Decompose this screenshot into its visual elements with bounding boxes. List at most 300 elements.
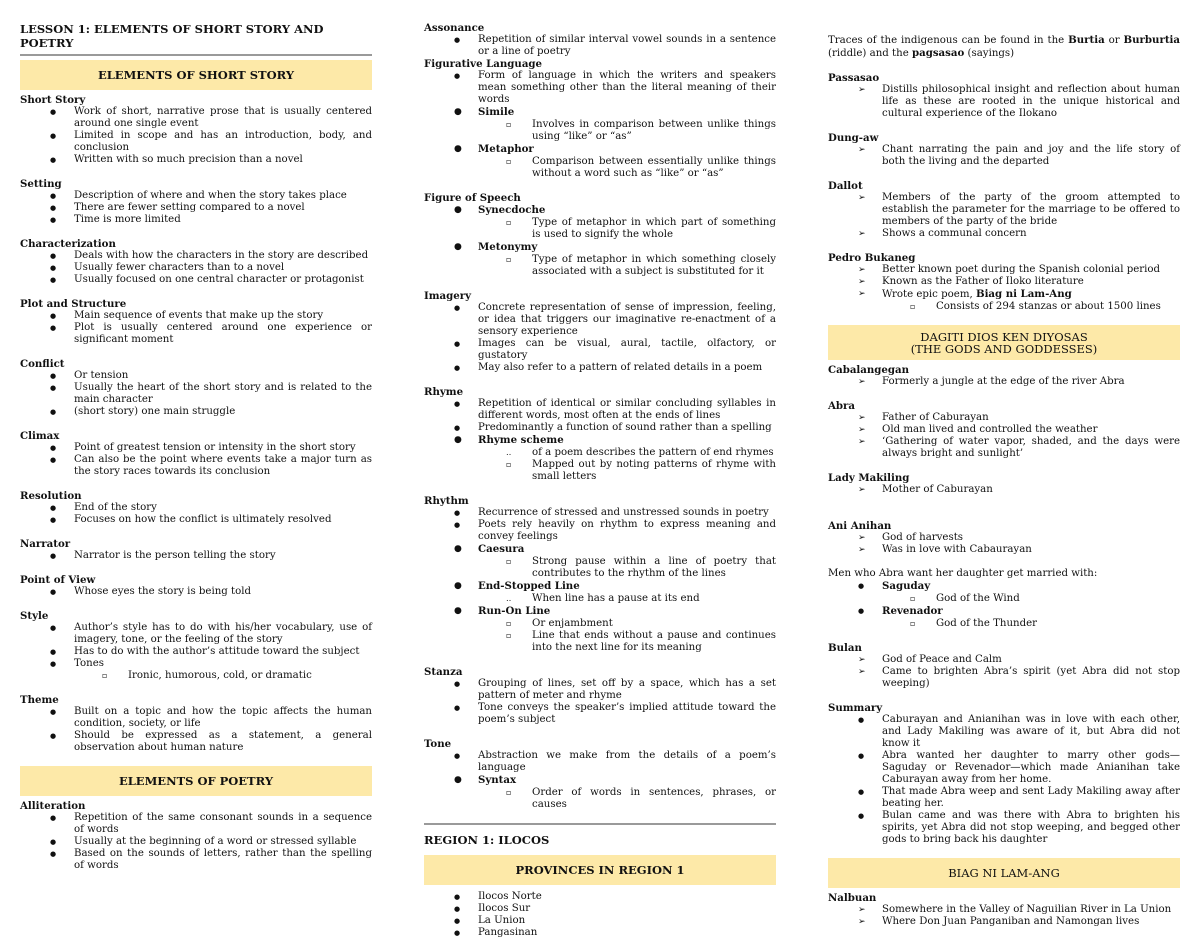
list-item xyxy=(20,622,372,646)
list-item xyxy=(20,202,372,214)
bullet-list xyxy=(828,264,1180,313)
list-item xyxy=(424,678,776,702)
item-text: End of the story xyxy=(74,502,157,513)
item-text: Line that ends without a pause and continues into the next line for its meaning xyxy=(532,630,776,653)
item-text: Tone conveys the speaker’s implied attitude toward the poem’s subject xyxy=(478,702,776,725)
list-item xyxy=(828,904,1180,916)
section xyxy=(20,94,372,166)
bullet-icon: ● xyxy=(50,204,57,212)
section xyxy=(424,290,776,374)
list-item xyxy=(20,322,372,346)
list-item xyxy=(20,550,372,562)
section-heading: Ani Anihan xyxy=(828,520,892,532)
item-text: Images can be visual, aural, tactile, olfactory, or gustatory xyxy=(478,338,776,361)
section-heading: Assonance xyxy=(424,22,485,34)
bullet-icon: ● xyxy=(50,372,57,380)
bullet-list xyxy=(20,442,372,478)
suitor-name: Revenador xyxy=(882,605,943,617)
bullet-icon: ● xyxy=(50,324,57,332)
bullet-icon: ● xyxy=(50,276,57,284)
item-text: Author’s style has to do with his/her vocabulary, use of imagery, tone, or the feeling of the story xyxy=(74,622,372,645)
item-text: Caesura xyxy=(478,543,525,555)
arrow-bullet-icon: ➢ xyxy=(858,413,866,423)
list-item xyxy=(20,442,372,454)
list-item xyxy=(20,812,372,836)
banner-short-story: ELEMENTS OF SHORT STORY xyxy=(20,60,372,90)
item-text: Or tension xyxy=(74,370,129,381)
bullet-icon: ▫ xyxy=(910,619,916,628)
section-heading: Dung-aw xyxy=(828,132,879,144)
list-item xyxy=(424,70,776,106)
item-text: Father of Caburayan xyxy=(882,412,989,423)
list-item xyxy=(828,301,1180,313)
item-text: Synecdoche xyxy=(478,204,546,216)
bullet-icon: ● xyxy=(50,708,57,716)
item-text: Strong pause within a line of poetry that contributes to the rhythm of the lines xyxy=(532,556,776,579)
arrow-bullet-icon: ➢ xyxy=(858,193,866,203)
lesson-title: LESSON 1: ELEMENTS OF SHORT STORY AND POETRY xyxy=(20,22,324,50)
bullet-icon: ● xyxy=(50,132,57,140)
item-text: ‘Gathering of water vapor, shaded, and the days were always bright and sunlight’ xyxy=(882,436,1180,459)
bullet-icon: ▫ xyxy=(910,594,916,603)
item-text: Distills philosophical insight and reflection about human life as these are rooted in the unique historical and cultural experience of the Ilokano xyxy=(882,84,1180,119)
item-text: Main sequence of events that make up the story xyxy=(74,310,324,321)
bullet-list xyxy=(20,550,372,562)
bullet-list xyxy=(20,812,372,872)
bullet-icon: ● xyxy=(50,252,57,260)
list-item xyxy=(424,593,776,605)
section-heading: Rhyme xyxy=(424,386,464,398)
bullet-icon: ● xyxy=(454,364,461,372)
bullet-list xyxy=(424,302,776,374)
bullet-list xyxy=(828,192,1180,240)
section-heading: Rhythm xyxy=(424,495,469,507)
item-text: Description of where and when the story takes place xyxy=(74,190,347,201)
item-text-bold: Biag ni Lam-Ang xyxy=(975,288,1072,300)
list-item xyxy=(424,106,776,119)
list-item xyxy=(424,507,776,519)
bullet-list xyxy=(20,706,372,754)
section-heading: Alliteration xyxy=(20,800,86,812)
list-item xyxy=(424,302,776,338)
bullet-list xyxy=(828,412,1180,460)
list-item xyxy=(20,706,372,730)
bullet-list xyxy=(20,106,372,166)
bullet-icon: ● xyxy=(454,435,462,445)
bullet-icon: ▫ xyxy=(506,788,512,797)
section xyxy=(424,386,776,483)
bullet-list xyxy=(828,532,1180,556)
list-item xyxy=(828,228,1180,240)
section-heading: Climax xyxy=(20,430,60,442)
provinces-list xyxy=(424,891,776,939)
item-text: Usually the heart of the short story and is related to the main character xyxy=(74,382,372,405)
bullet-icon: ● xyxy=(454,752,461,760)
list-item xyxy=(20,658,372,670)
item-text: Tones xyxy=(74,658,104,669)
item-text: Old man lived and controlled the weather xyxy=(882,424,1098,435)
arrow-bullet-icon: ➢ xyxy=(858,265,866,275)
section xyxy=(424,192,776,278)
item-text: Shows a communal concern xyxy=(882,228,1027,239)
item-text: Ilocos Sur xyxy=(478,903,531,914)
item-text: Ironic, humorous, cold, or dramatic xyxy=(128,670,312,681)
item-text: Involves in comparison between unlike things using “like” or “as” xyxy=(532,119,776,142)
bullet-list xyxy=(20,502,372,526)
bullet-list xyxy=(20,190,372,226)
list-item xyxy=(20,586,372,598)
list-item xyxy=(20,502,372,514)
section xyxy=(828,72,1180,120)
bullet-icon: ● xyxy=(50,384,57,392)
bullet-icon: ▫ xyxy=(102,671,108,680)
list-item xyxy=(424,398,776,422)
item-text: Repetition of the same consonant sounds in a sequence of words xyxy=(74,812,372,835)
list-item xyxy=(424,702,776,726)
bullet-icon: ● xyxy=(454,581,462,591)
bullet-list xyxy=(20,622,372,682)
list-item xyxy=(424,618,776,630)
list-item xyxy=(828,424,1180,436)
list-item xyxy=(424,519,776,543)
item-text: Can also be the point where events take a major turn as the story races towards its conclusion xyxy=(74,454,372,477)
intro-pagsasao: pagsasao xyxy=(911,47,965,59)
item-text: Ilocos Norte xyxy=(478,891,542,902)
list-item xyxy=(424,362,776,374)
bullet-list xyxy=(828,376,1180,388)
bullet-icon: ● xyxy=(50,732,57,740)
ilocano-literature-sections xyxy=(828,72,1180,313)
intro-burtia: Burtia xyxy=(1068,34,1105,46)
item-text: Simile xyxy=(478,106,515,118)
bulan-section xyxy=(828,642,1180,690)
bullet-list xyxy=(424,34,776,58)
item-text: Formerly a jungle at the edge of the river Abra xyxy=(882,376,1125,387)
list-item xyxy=(828,916,1180,928)
section xyxy=(20,178,372,226)
suitors-list xyxy=(828,580,1180,630)
section xyxy=(20,238,372,286)
item-text: Was in love with Cabaurayan xyxy=(882,544,1032,555)
section-heading: Setting xyxy=(20,178,62,190)
item-text: God of the Thunder xyxy=(936,618,1037,629)
banner-gods-title: DAGITI DIOS KEN DIYOSAS xyxy=(920,330,1088,344)
item-text: Metonymy xyxy=(478,241,538,253)
column-3 xyxy=(828,34,1180,940)
list-item xyxy=(828,264,1180,276)
section xyxy=(20,574,372,598)
list-item xyxy=(20,730,372,754)
bullet-icon: ● xyxy=(454,144,462,154)
bullet-icon: ▫ xyxy=(506,460,512,469)
bullet-list xyxy=(20,370,372,418)
list-item xyxy=(828,532,1180,544)
bullet-icon: ● xyxy=(858,607,865,615)
item-text: Poets rely heavily on rhythm to express meaning and convey feelings xyxy=(478,519,776,542)
item-text: Somewhere in the Valley of Naguilian River in La Union xyxy=(882,904,1172,915)
bullet-icon: ● xyxy=(858,716,865,724)
bullet-icon: ● xyxy=(50,264,57,272)
list-item xyxy=(20,250,372,262)
column-2 xyxy=(424,22,776,939)
list-item xyxy=(828,276,1180,288)
section-heading: Figurative Language xyxy=(424,58,543,70)
section xyxy=(20,538,372,562)
section xyxy=(20,490,372,526)
list-item xyxy=(828,654,1180,666)
item-text: Mother of Caburayan xyxy=(882,484,993,495)
arrow-bullet-icon: ➢ xyxy=(858,905,866,915)
bullet-list xyxy=(424,750,776,811)
item-text: Abstraction we make from the details of a poem’s language xyxy=(478,750,776,773)
province-item xyxy=(424,891,776,903)
list-item xyxy=(424,156,776,180)
section-heading: Characterization xyxy=(20,238,116,250)
bullet-icon: ● xyxy=(50,156,57,164)
item-text: La Union xyxy=(478,915,526,926)
list-item xyxy=(828,714,1180,750)
bullet-icon: ● xyxy=(454,107,462,117)
bullet-icon: ● xyxy=(858,788,865,796)
item-text: Known as the Father of Iloko literature xyxy=(882,276,1084,287)
item-text: Metaphor xyxy=(478,143,534,155)
list-item xyxy=(424,543,776,556)
indigenous-intro xyxy=(828,34,1180,60)
item-text: When line has a pause at its end xyxy=(532,593,700,604)
bullet-icon: ● xyxy=(454,72,461,80)
nalbuan-section xyxy=(828,892,1180,928)
bullet-icon: ● xyxy=(454,905,461,913)
list-item xyxy=(20,154,372,166)
item-text: Bulan came and was there with Abra to brighten his spirits, yet Abra did not stop weeping, and begged other gods to bring back his daughter xyxy=(882,810,1180,845)
item-text: Type of metaphor in which something closely associated with a subject is substituted for it xyxy=(532,254,776,277)
section-heading: Figure of Speech xyxy=(424,192,521,204)
section-heading: Narrator xyxy=(20,538,71,550)
intro-text: (sayings) xyxy=(964,48,1015,59)
item-text: Based on the sounds of letters, rather than the spelling of words xyxy=(74,848,372,871)
bullet-icon: ● xyxy=(50,838,57,846)
section xyxy=(424,738,776,811)
list-item xyxy=(828,786,1180,810)
list-item xyxy=(828,810,1180,846)
bullet-list xyxy=(424,204,776,278)
bullet-icon: ● xyxy=(454,680,461,688)
bullet-icon: ● xyxy=(454,242,462,252)
list-item xyxy=(424,459,776,483)
section xyxy=(828,400,1180,460)
section-heading: Summary xyxy=(828,702,883,714)
section-heading: Theme xyxy=(20,694,59,706)
list-item xyxy=(828,750,1180,786)
bullet-icon: ● xyxy=(454,509,461,517)
list-item xyxy=(20,274,372,286)
item-text: Where Don Juan Panganiban and Namongan lives xyxy=(882,916,1140,927)
bullet-icon: ● xyxy=(454,424,461,432)
bullet-icon: ● xyxy=(454,544,462,554)
item-text: Usually fewer characters than to a novel xyxy=(74,262,285,273)
section xyxy=(20,610,372,682)
list-item xyxy=(20,514,372,526)
bullet-list xyxy=(828,484,1180,496)
arrow-bullet-icon: ➢ xyxy=(858,437,866,447)
list-item xyxy=(828,144,1180,168)
list-item xyxy=(828,412,1180,424)
arrow-bullet-icon: ➢ xyxy=(858,85,866,95)
section-heading: Style xyxy=(20,610,49,622)
section-heading: Plot and Structure xyxy=(20,298,127,310)
suitor-item xyxy=(828,580,1180,593)
bullet-icon: ● xyxy=(454,704,461,712)
bullet-list xyxy=(828,144,1180,168)
item-text: Grouping of lines, set off by a space, which has a set pattern of meter and rhyme xyxy=(478,678,776,701)
divider xyxy=(20,54,372,56)
divider xyxy=(424,823,776,825)
list-item xyxy=(20,848,372,872)
list-item xyxy=(828,192,1180,228)
item-text: Type of metaphor in which part of something is used to signify the whole xyxy=(532,217,776,240)
bullet-icon: ● xyxy=(454,893,461,901)
list-item xyxy=(20,646,372,658)
intro-text: or xyxy=(1104,35,1124,46)
arrow-bullet-icon: ➢ xyxy=(858,289,866,299)
column-1 xyxy=(20,22,372,884)
section xyxy=(828,132,1180,168)
item-text: Pangasinan xyxy=(478,927,538,938)
item-text: Usually at the beginning of a word or stressed syllable xyxy=(74,836,357,847)
item-text: Time is more limited xyxy=(74,214,181,225)
list-item xyxy=(20,214,372,226)
bullet-icon: ● xyxy=(50,588,57,596)
arrow-bullet-icon: ➢ xyxy=(858,485,866,495)
item-text: Written with so much precision than a novel xyxy=(74,154,303,165)
arrow-bullet-icon: ➢ xyxy=(858,655,866,665)
banner-poetry: ELEMENTS OF POETRY xyxy=(20,766,372,796)
arrow-bullet-icon: ➢ xyxy=(858,377,866,387)
bullet-icon: ● xyxy=(454,205,462,215)
bullet-icon: ● xyxy=(50,552,57,560)
list-item xyxy=(20,310,372,322)
province-item xyxy=(424,915,776,927)
bullet-icon: ● xyxy=(454,400,461,408)
arrow-bullet-icon: ➢ xyxy=(858,917,866,927)
item-text: Predominantly a function of sound rather than a spelling xyxy=(478,422,772,433)
list-item xyxy=(424,422,776,434)
item-text: Form of language in which the writers and speakers mean something other than the literal meaning of their words xyxy=(478,70,776,105)
section-heading: Resolution xyxy=(20,490,82,502)
arrow-bullet-icon: ➢ xyxy=(858,425,866,435)
section-heading: Cabalangegan xyxy=(828,364,910,376)
item-text: Chant narrating the pain and joy and the life story of both the living and the departed xyxy=(882,144,1180,167)
suitors-intro: Men who Abra want her daughter get married with: xyxy=(828,568,1098,579)
section xyxy=(20,694,372,754)
bullet-icon: ▫ xyxy=(506,557,512,566)
bullet-list xyxy=(828,714,1180,846)
bullet-icon: ● xyxy=(454,606,462,616)
list-item xyxy=(424,434,776,447)
section-heading: Lady Makiling xyxy=(828,472,910,484)
list-item xyxy=(20,836,372,848)
suitor-desc xyxy=(828,618,1180,630)
banner-provinces: PROVINCES IN REGION 1 xyxy=(424,855,776,885)
bullet-icon: ● xyxy=(50,456,57,464)
bullet-icon: ● xyxy=(454,917,461,925)
list-item xyxy=(424,605,776,618)
section xyxy=(828,364,1180,388)
list-item xyxy=(424,556,776,580)
list-item xyxy=(424,34,776,58)
item-text: Members of the party of the groom attempted to establish the parameter for the marriage to be offered to members of the party of the bride xyxy=(882,192,1180,227)
bullet-icon: ▫ xyxy=(910,302,916,311)
section-heading: Conflict xyxy=(20,358,65,370)
item-text: Has to do with the author’s attitude toward the subject xyxy=(74,646,360,657)
bullet-icon: ▫ xyxy=(506,218,512,227)
list-item xyxy=(424,338,776,362)
poetry-sections xyxy=(424,22,776,811)
list-item xyxy=(828,84,1180,120)
bullet-icon: ● xyxy=(50,660,57,668)
item-text: Better known poet during the Spanish colonial period xyxy=(882,264,1161,275)
alliteration-section xyxy=(20,800,372,872)
list-item xyxy=(424,241,776,254)
item-text: Came to brighten Abra’s spirit (yet Abra did not stop weeping) xyxy=(882,666,1180,689)
list-item xyxy=(20,370,372,382)
list-item xyxy=(424,750,776,774)
list-item xyxy=(424,204,776,217)
bullet-icon: ● xyxy=(454,775,462,785)
item-text: (short story) one main struggle xyxy=(74,406,236,417)
item-text: Consists of 294 stanzas or about 1500 lines xyxy=(936,301,1161,312)
bullet-icon: ● xyxy=(50,516,57,524)
list-item xyxy=(20,130,372,154)
section-heading: Tone xyxy=(424,738,452,750)
section-heading: Stanza xyxy=(424,666,463,678)
section xyxy=(424,22,776,58)
bullet-icon: ▫ xyxy=(506,631,512,640)
item-text: Syntax xyxy=(478,774,517,786)
bullet-list xyxy=(424,398,776,483)
item-text: Run-On Line xyxy=(478,605,551,617)
bullet-icon: ● xyxy=(50,624,57,632)
bullet-icon: ● xyxy=(50,108,57,116)
bullet-icon: ▫ xyxy=(506,120,512,129)
bullet-icon: ● xyxy=(454,340,461,348)
section xyxy=(424,495,776,654)
item-text: Should be expressed as a statement, a general observation about human nature xyxy=(74,730,372,753)
banner-gods-subtitle: (THE GODS AND GODDESSES) xyxy=(910,342,1098,356)
item-text: Whose eyes the story is being told xyxy=(74,586,252,597)
list-item xyxy=(828,376,1180,388)
intro-text: Traces of the indigenous can be found in the xyxy=(828,35,1069,46)
item-text: That made Abra weep and sent Lady Makiling away after beating her. xyxy=(882,786,1180,809)
arrow-bullet-icon: ➢ xyxy=(858,667,866,677)
bullet-icon: ● xyxy=(50,216,57,224)
item-text: God of the Wind xyxy=(936,593,1020,604)
list-item xyxy=(828,436,1180,460)
list-item xyxy=(20,382,372,406)
bullet-icon: ▫ xyxy=(506,157,512,166)
bullet-icon: ● xyxy=(50,312,57,320)
list-item xyxy=(828,484,1180,496)
list-item xyxy=(424,580,776,593)
arrow-bullet-icon: ➢ xyxy=(858,545,866,555)
section xyxy=(424,666,776,726)
item-text: May also refer to a pattern of related details in a poem xyxy=(478,362,763,373)
arrow-bullet-icon: ➢ xyxy=(858,533,866,543)
section xyxy=(20,358,372,418)
section-heading: Imagery xyxy=(424,290,472,302)
item-text: Work of short, narrative prose that is usually centered around one single event xyxy=(74,106,372,129)
section xyxy=(828,702,1180,846)
